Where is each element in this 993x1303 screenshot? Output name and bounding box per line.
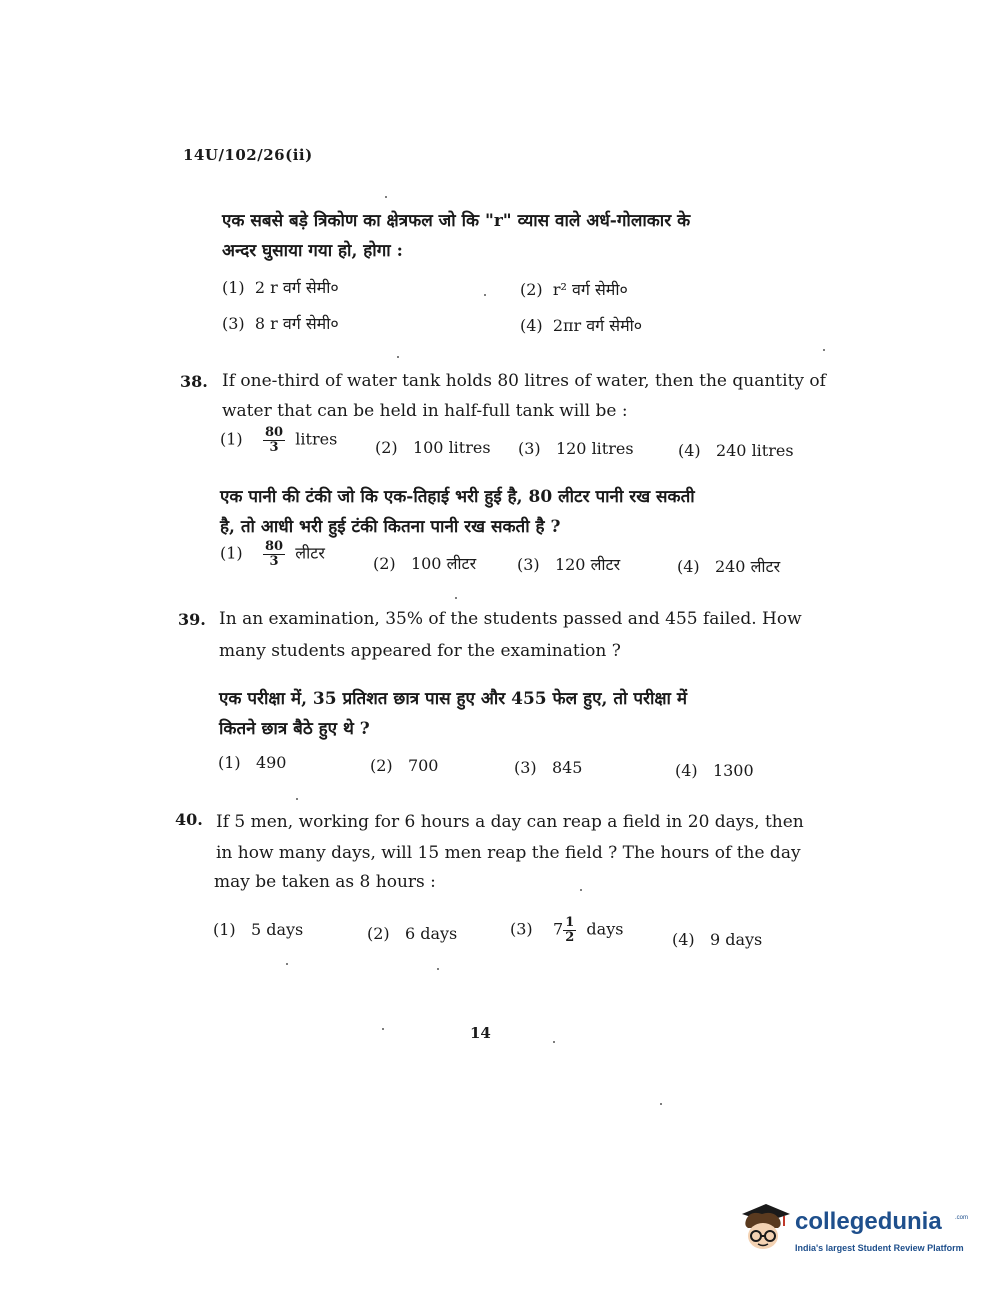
q38-hindi-option-4: (4) 240 लीटर (677, 557, 781, 576)
q39-number: 39. (178, 610, 206, 629)
q39-line-1: In an examination, 35% of the students passed and 455 failed. How (219, 609, 802, 629)
collegedunia-tagline: India's largest Student Review Platform (795, 1243, 964, 1253)
q38-option-1-fraction: $\frac{80}{3}$ (265, 425, 284, 455)
q39-hindi-line-1: एक परीक्षा में, 35 प्रतिशत छात्र पास हुए और 455 फेल हुए, तो परीक्षा में (219, 689, 688, 709)
q38-option-1: (1) $\frac{80}{3}$ litres (220, 425, 338, 455)
q39-option-1: (1) 490 (218, 753, 287, 772)
q40-line-1: If 5 men, working for 6 hours a day can reap a field in 20 days, then (216, 812, 804, 832)
q37-option-3: (3) 8 r वर्ग सेमी० (222, 314, 339, 333)
q37-option-2-text: r² वर्ग सेमी० (552, 280, 628, 299)
q37-option-1-text: 2 r वर्ग सेमी० (254, 278, 339, 297)
q38-hindi-option-3: (3) 120 लीटर (517, 555, 621, 574)
scan-speck (660, 1103, 662, 1105)
q40-option-3-fraction: $\frac{1}{2}$ (565, 915, 575, 945)
q38-hindi-option-1-fraction: $\frac{80}{3}$ (265, 539, 284, 569)
q37-hindi-line-1: एक सबसे बड़े त्रिकोण का क्षेत्रफल जो कि "r" व्यास वाले अर्ध-गोलाकार के (222, 211, 691, 231)
q38-number: 38. (180, 372, 208, 391)
q38-hindi-option-2: (2) 100 लीटर (373, 554, 477, 573)
document-code: 14U/102/26(ii) (183, 146, 313, 164)
collegedunia-brand: collegedunia (795, 1208, 942, 1235)
q39-line-2: many students appeared for the examination ? (219, 641, 621, 661)
q37-hindi-line-2: अन्दर घुसाया गया हो, होगा : (222, 241, 403, 261)
q39-option-3: (3) 845 (514, 758, 583, 777)
collegedunia-mascot-icon (736, 1196, 794, 1254)
q40-option-4: (4) 9 days (672, 930, 763, 949)
scan-speck (484, 294, 486, 296)
scan-speck (385, 196, 387, 198)
q37-option-3-text: 8 r वर्ग सेमी० (254, 314, 339, 333)
q38-line-1: If one-third of water tank holds 80 litres of water, then the quantity of (222, 371, 826, 391)
q40-option-1: (1) 5 days (213, 920, 304, 939)
q38-hindi-line-1: एक पानी की टंकी जो कि एक-तिहाई भरी हुई है, 80 लीटर पानी रख सकती (220, 487, 695, 507)
scan-speck (437, 968, 439, 970)
q38-option-3: (3) 120 litres (518, 439, 634, 458)
scan-speck (286, 963, 288, 965)
q37-option-1: (1) 2 r वर्ग सेमी० (222, 278, 339, 297)
page-number: 14 (470, 1024, 491, 1042)
q37-option-4: (4) 2πr वर्ग सेमी० (520, 316, 643, 335)
q38-option-2: (2) 100 litres (375, 438, 491, 457)
scan-speck (296, 798, 298, 800)
q40-option-3: (3) 7 $\frac{1}{2}$ days (510, 915, 624, 945)
q38-hindi-option-1: (1) $\frac{80}{3}$ लीटर (220, 539, 325, 569)
q40-option-2: (2) 6 days (367, 924, 458, 943)
scan-speck (382, 1028, 384, 1030)
scan-speck (580, 889, 582, 891)
q40-line-2: in how many days, will 15 men reap the field ? The hours of the day (216, 843, 801, 863)
q38-option-4: (4) 240 litres (678, 441, 794, 460)
q38-line-2: water that can be held in half-full tank will be : (222, 401, 628, 421)
q39-option-2: (2) 700 (370, 756, 439, 775)
q37-option-2: (2) r² वर्ग सेमी० (520, 280, 628, 299)
scan-speck (823, 349, 825, 351)
q40-number: 40. (175, 810, 203, 829)
q39-option-4: (4) 1300 (675, 761, 754, 780)
scan-speck (455, 597, 457, 599)
q39-hindi-line-2: कितने छात्र बैठे हुए थे ? (219, 719, 370, 739)
q37-option-4-text: 2πr वर्ग सेमी० (552, 316, 643, 335)
q38-hindi-line-2: है, तो आधी भरी हुई टंकी कितना पानी रख सकती है ? (220, 517, 561, 537)
q40-line-3: may be taken as 8 hours : (214, 872, 436, 892)
scan-speck (553, 1041, 555, 1043)
collegedunia-brand-suffix: .com (955, 1215, 969, 1221)
scan-speck (397, 356, 399, 358)
